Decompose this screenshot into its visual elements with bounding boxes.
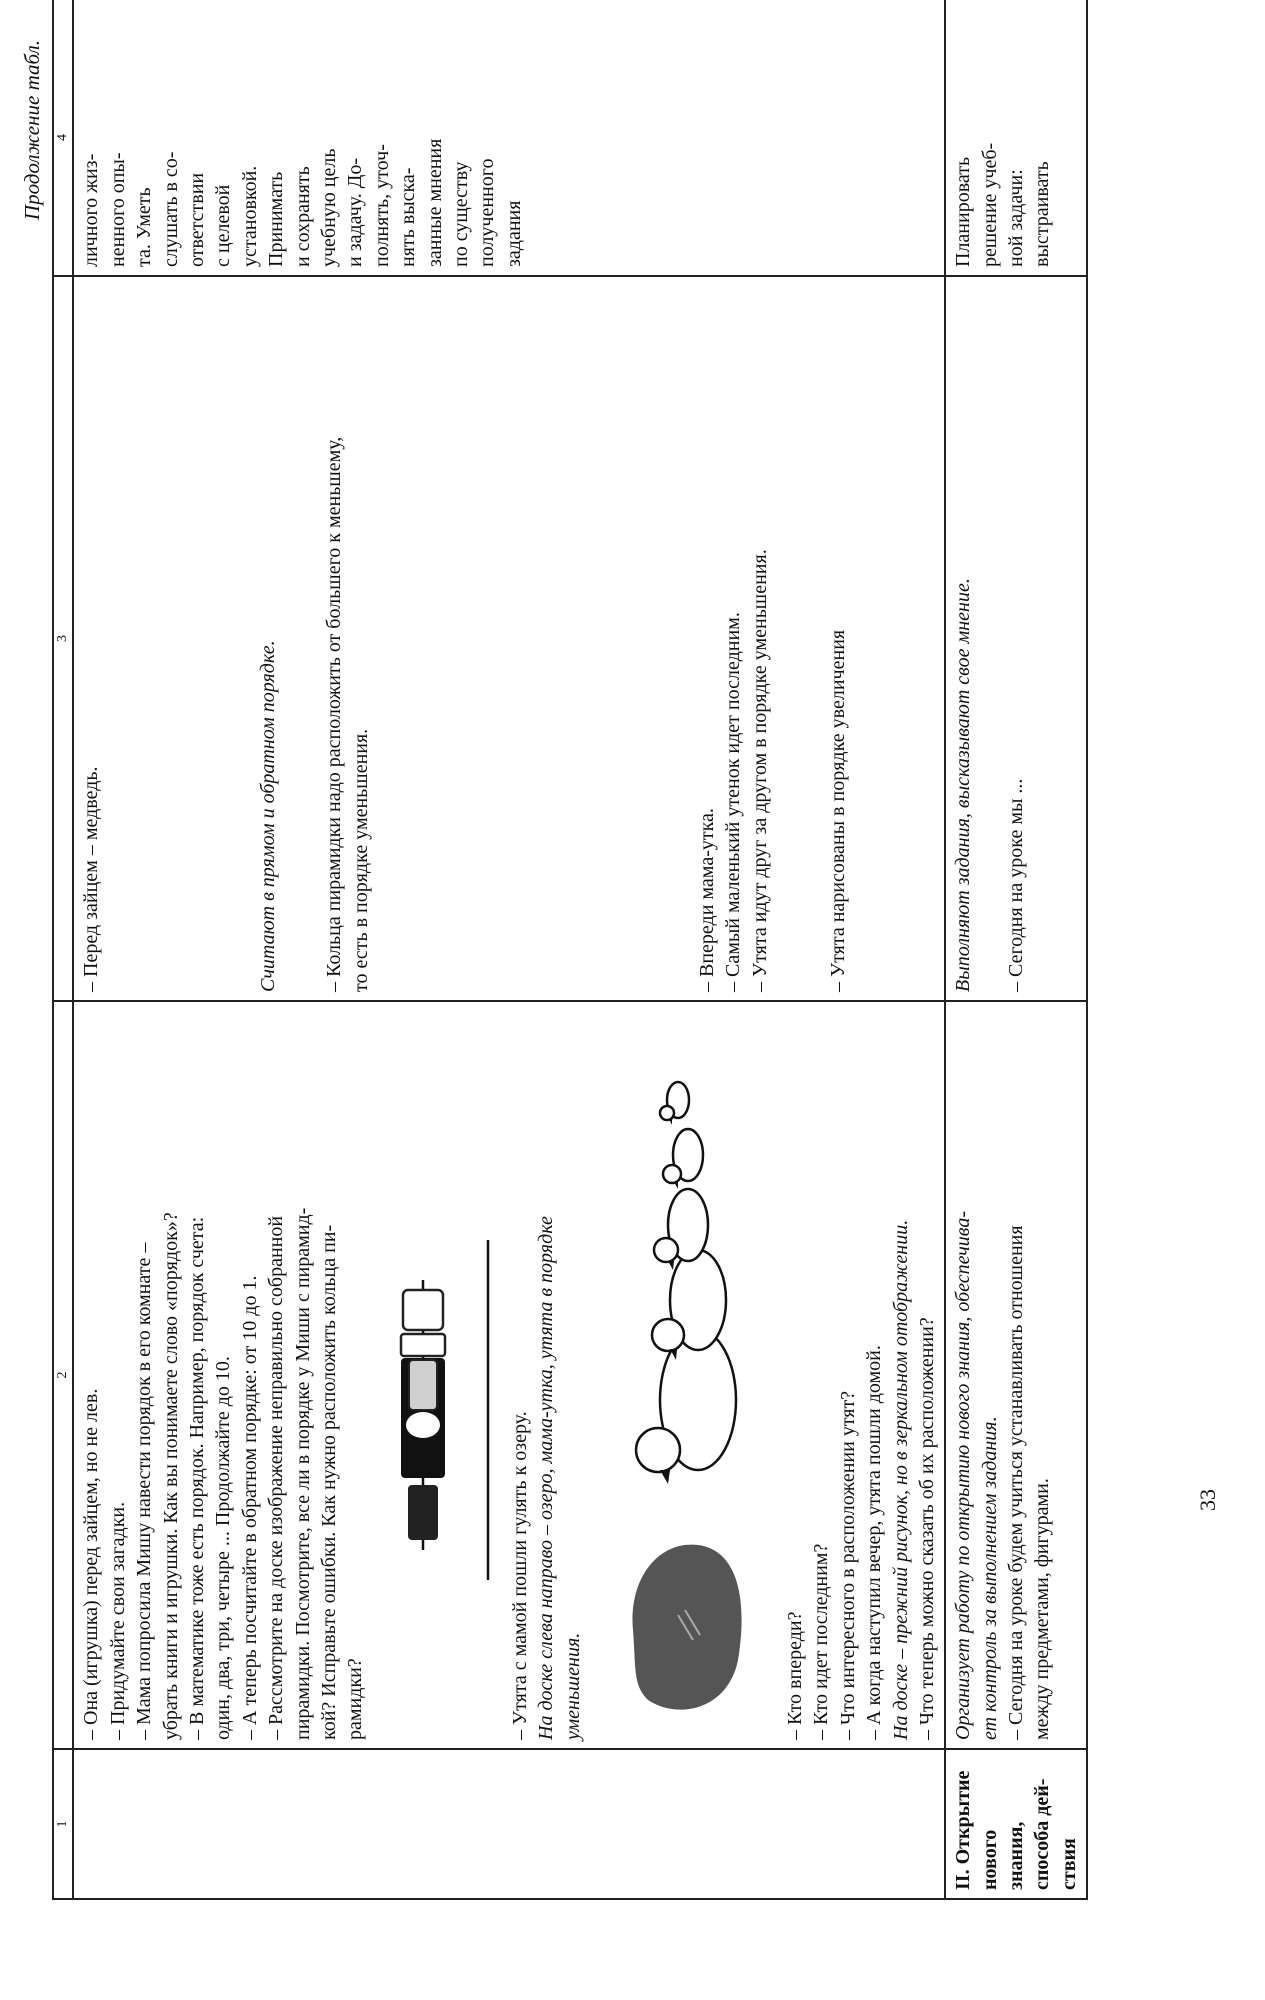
spacer — [773, 285, 825, 992]
lesson-table — [52, 0, 1088, 1900]
spacer — [977, 285, 1003, 992]
italic-line: Выполняют задания, высказывают свое мнение. — [952, 578, 975, 992]
text-line: – Сегодня на уроке мы ... — [1004, 778, 1027, 992]
text-line: та. Уметь — [133, 187, 156, 267]
spacer — [374, 285, 694, 992]
italic-line: Считают в прямом и обратном порядке. — [256, 640, 279, 992]
student-activity-cell — [73, 276, 945, 1001]
stage-title-line: ствия — [1057, 1838, 1080, 1890]
column-number-3: 3 — [53, 276, 73, 1001]
text-line: – Впереди мама-утка. — [696, 808, 719, 992]
text-line: – Кто идет последним? — [810, 1543, 833, 1740]
text-line: пирамидки. Посмотрите, все ли в порядке у Миши с пирамид- — [291, 1207, 314, 1740]
text-line: – Утята с мамой пошли гулять к озеру. — [508, 1411, 531, 1740]
text-line: ной задачи: — [1005, 169, 1028, 267]
italic-line: Организует работу по открытию нового знания, обеспечива- — [952, 1210, 975, 1740]
uud-cell — [945, 0, 1087, 276]
text-line: – Самый маленький утенок идет последним. — [722, 612, 745, 992]
text-line: учебную цель — [317, 148, 340, 267]
text-line: – Сегодня на уроке будем учиться устанавливать отношения — [1005, 1225, 1028, 1740]
column-number-4: 4 — [53, 0, 73, 276]
text-line: по существу — [449, 161, 472, 267]
text-line: – Придумайте свои загадки. — [106, 1501, 129, 1740]
page-number: 33 — [1195, 1489, 1220, 1511]
text-line: задания — [502, 200, 525, 267]
pyramid-illustration — [373, 1230, 503, 1590]
stage-cell — [945, 1749, 1087, 1899]
text-line: ответствии — [186, 172, 209, 267]
spacer — [281, 285, 321, 992]
text-line: – Что теперь можно сказать об их расположении? — [915, 1317, 938, 1740]
stage-title-line: II. Открытие — [952, 1770, 975, 1890]
text-line: установкой. — [238, 165, 261, 267]
text-line: нять выска- — [397, 167, 420, 267]
italic-line: На доске слева направо – озеро, мама-утка, утята в порядке — [535, 1216, 558, 1740]
text-line: – Кольца пирамидки надо расположить от большего к меньшему, — [323, 436, 346, 992]
stage-title-line: способа дей- — [1031, 1778, 1054, 1890]
text-line: то есть в порядке уменьшения. — [349, 728, 372, 992]
text-line: рамидки? — [344, 1658, 367, 1740]
text-line: слушать в со- — [159, 151, 182, 267]
stage-title-line: нового знания, — [978, 1821, 1028, 1890]
text-line: – Что интересного в расположении утят? — [836, 1390, 859, 1740]
text-line: – Она (игрушка) перед зайцем, но не лев. — [80, 1388, 103, 1740]
text-line: и сохранять — [291, 166, 314, 267]
continuation-label: Продолжение табл. — [20, 40, 44, 221]
text-line: между предметами, фигурами. — [1031, 1478, 1054, 1740]
text-line: – Кто впереди? — [783, 1611, 806, 1740]
text-line: – Мама попросила Мишу навести порядок в его комнате – — [133, 1242, 156, 1740]
italic-line: ет контроль за выполнением задания. — [978, 1416, 1001, 1740]
ducks-and-lake-illustration — [588, 1040, 778, 1740]
student-activity-cell — [945, 276, 1087, 1001]
column-number-1: 1 — [53, 1749, 73, 1899]
spacer — [105, 285, 255, 992]
text-line: с целевой — [212, 184, 235, 267]
uud-cell — [73, 0, 945, 276]
text-line: – Утята идут друг за другом в порядке уменьшения. — [748, 549, 771, 992]
text-line: – А когда наступил вечер, утята пошли домой. — [863, 1345, 886, 1740]
italic-line: уменьшения. — [561, 1632, 584, 1740]
teacher-activity-cell — [945, 1001, 1087, 1749]
column-number-2: 2 — [53, 1001, 73, 1749]
text-line: – А теперь посчитайте в обратном порядке: от 10 до 1. — [238, 1275, 261, 1740]
text-line: решение учеб- — [978, 142, 1001, 267]
text-line: один, два, три, четыре ... Продолжайте до 10. — [212, 1356, 235, 1740]
teacher-activity-cell — [73, 1001, 945, 1749]
text-line: занные мнения — [423, 138, 446, 267]
text-line: выстраивать — [1031, 161, 1054, 267]
text-line: и задачу. До- — [344, 157, 367, 267]
italic-line: На доске – прежний рисунок, но в зеркальном отображении. — [889, 1219, 912, 1740]
text-line: кой? Исправьте ошибки. Как нужно расположить кольца пи- — [317, 1224, 340, 1740]
text-line: – Перед зайцем – медведь. — [80, 766, 103, 992]
text-line: полнять, уточ- — [370, 144, 393, 267]
text-line: Планировать — [952, 156, 975, 267]
text-line: Принимать — [265, 171, 288, 267]
table-row — [945, 0, 1087, 1899]
text-line: ненного опы- — [106, 152, 129, 267]
column-number-row — [53, 0, 73, 1899]
table-row — [73, 0, 945, 1899]
text-line: полученного — [476, 158, 499, 267]
text-line: – Утята нарисованы в порядке увеличения — [827, 629, 850, 992]
text-line: – В математике тоже есть порядок. Например, порядок счета: — [186, 1216, 209, 1740]
text-line: – Рассмотрите на доске изображение неправильно собранной — [265, 1215, 288, 1740]
stage-cell-empty — [73, 1749, 945, 1899]
text-line: убрать книги и игрушки. Как вы понимаете слово «порядок»? — [159, 1212, 182, 1740]
text-line: личного жиз- — [80, 153, 103, 267]
